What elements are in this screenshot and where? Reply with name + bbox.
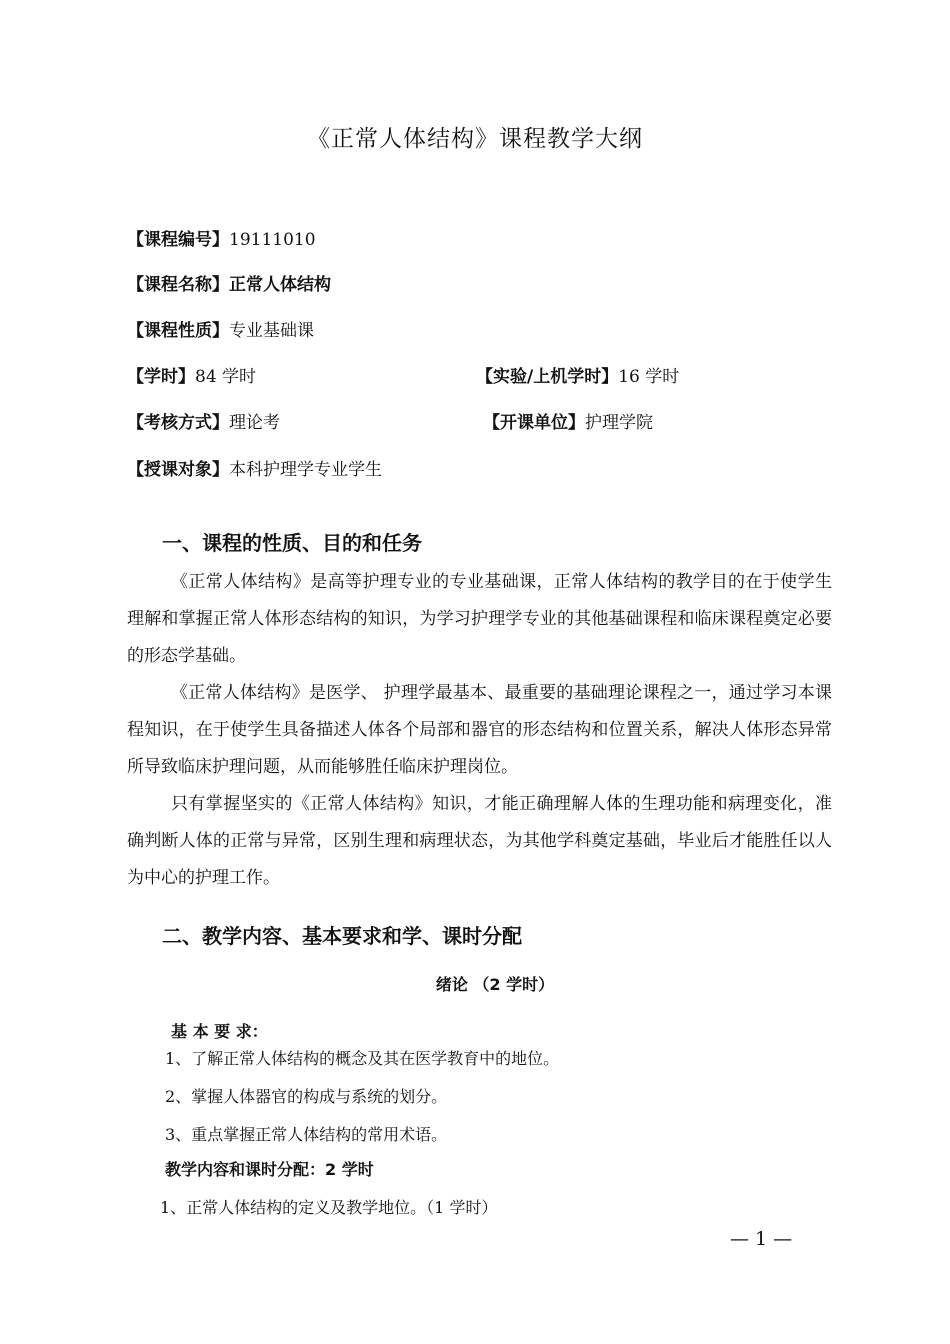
meta-key: 【课程编号】 <box>127 230 229 250</box>
meta-key: 【实验/上机学时】 <box>476 367 619 387</box>
meta-key: 【授课对象】 <box>127 460 229 480</box>
paragraph-1: 《正常人体结构》是高等护理专业的专业基础课，正常人体结构的教学目的在于使学生理解和掌握正常人体形态结构的知识，为学习护理学专业的其他基础课程和临床课程奠定必要的形态学基础。 <box>127 572 832 666</box>
meta-value: 19111010 <box>229 230 316 250</box>
requirement-item: 1、了解正常人体结构的概念及其在医学教育中的地位。 <box>165 1049 560 1068</box>
paragraph-2: 《正常人体结构》是医学、 护理学最基本、最重要的基础理论课程之一，通过学习本课程知识，在于使学生具备描述人体各个局部和器官的形态结构和位置关系，解决人体形态异常所导致临床护理问题，从而能够胜任临床护理岗位。 <box>127 683 832 777</box>
meta-assessment <box>127 408 280 433</box>
meta-value: 16 学时 <box>618 367 680 387</box>
requirements-label: 基 本 要 求： <box>171 1022 268 1041</box>
meta-lab-hours <box>476 362 679 387</box>
meta-key: 【课程性质】 <box>127 321 229 341</box>
meta-value: 理论考 <box>229 413 280 433</box>
meta-hours <box>127 362 256 387</box>
chapter-title: 绪论 （2 学时） <box>435 975 555 994</box>
meta-value: 专业基础课 <box>229 321 314 341</box>
meta-value: 本科护理学专业学生 <box>229 460 382 480</box>
page-number: — 1 — <box>730 1228 793 1250</box>
meta-key: 【学时】 <box>127 367 195 387</box>
meta-value: 护理学院 <box>585 413 653 433</box>
meta-audience <box>127 455 382 480</box>
meta-value: 84 学时 <box>195 367 257 387</box>
meta-key: 【考核方式】 <box>127 413 229 433</box>
meta-course-nature <box>127 316 314 341</box>
requirement-item: 3、重点掌握正常人体结构的常用术语。 <box>165 1125 448 1144</box>
content-hours-label: 教学内容和课时分配：2 学时 <box>165 1160 374 1179</box>
meta-key: 【课程名称】 <box>127 275 229 295</box>
document-title: 《正常人体结构》课程教学大纲 <box>307 126 643 152</box>
section-heading-1: 一、课程的性质、目的和任务 <box>162 531 422 555</box>
meta-department <box>483 408 653 433</box>
meta-key: 【开课单位】 <box>483 413 585 433</box>
meta-course-name <box>127 270 331 295</box>
meta-value: 正常人体结构 <box>229 275 331 295</box>
section-heading-2: 二、教学内容、基本要求和学、课时分配 <box>162 924 522 948</box>
paragraph-3: 只有掌握坚实的《正常人体结构》知识，才能正确理解人体的生理功能和病理变化，准确判断人体的正常与异常，区别生理和病理状态，为其他学科奠定基础，毕业后才能胜任以人为中心的护理工作。 <box>127 794 832 888</box>
meta-course-code <box>127 225 316 250</box>
content-item: 1、正常人体结构的定义及教学地位。（1 学时） <box>160 1198 498 1217</box>
requirement-item: 2、掌握人体器官的构成与系统的划分。 <box>165 1087 448 1106</box>
